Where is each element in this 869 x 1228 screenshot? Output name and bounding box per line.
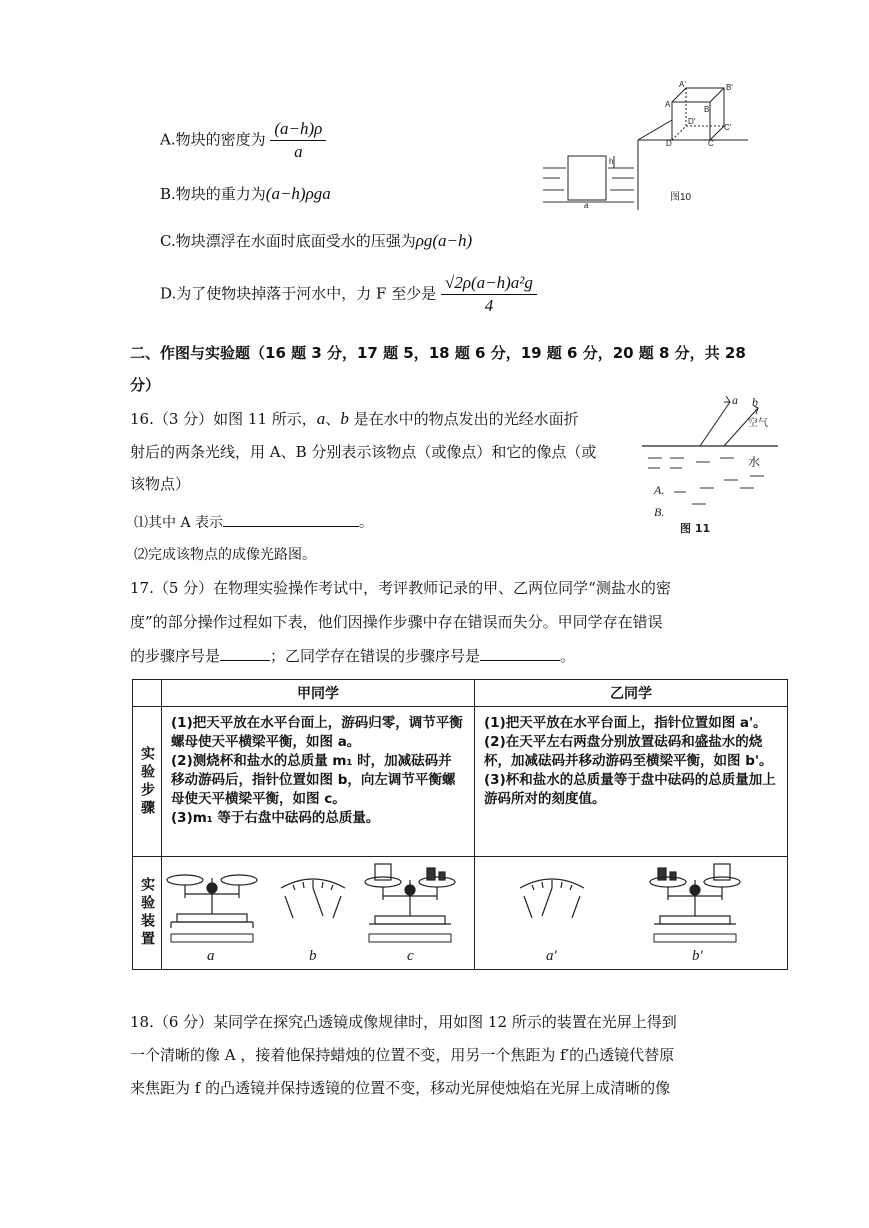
yi-apparatus-figures [476, 858, 786, 964]
label-B-prime: B' [726, 83, 733, 92]
jia-apparatus-cell [162, 857, 475, 970]
q17-line3 [130, 646, 575, 666]
option-a-text: A.物块的密度为 [160, 130, 266, 149]
q17-line3-b: ；乙同学存在错误的步骤序号是 [270, 647, 481, 665]
q17-line3-a: 的步骤序号是 [130, 647, 221, 665]
option-a [160, 118, 326, 163]
q16-ray-b: b [340, 409, 349, 428]
fig-label-a: a [207, 948, 215, 964]
label-B: B [704, 105, 710, 114]
pointer-scale-icon-b [281, 879, 345, 918]
option-c-expr: ρg(a−h) [415, 231, 473, 250]
jia-step-2: (2)测烧杯和盐水的总质量 m₁ 时，加减砝码并移动游码后，指针位置如图 b，向左调节平衡螺母使天平横梁平衡，如图 c。 [171, 753, 456, 807]
balance-icon-a [167, 875, 257, 928]
header-yi: 乙同学 [475, 680, 788, 707]
pointer-scale-icon-a-prime [520, 879, 584, 918]
q17-line1: 17.（5 分）在物理实验操作考试中，考评教师记录的甲、乙两位同学“测盐水的密 [130, 579, 671, 597]
fig11-label-a: a [732, 393, 738, 407]
figure-11 [640, 392, 780, 538]
experiment-table [132, 679, 788, 970]
jia-steps [163, 708, 473, 834]
q16-ray-a: a [316, 409, 326, 428]
ruler-a [171, 934, 253, 942]
yi-steps [476, 708, 786, 815]
q16-sub1 [134, 512, 373, 533]
fig11-label-air: 空气 [748, 418, 768, 429]
jia-step-1: (1)把天平放在水平台面上，游码归零，调节平衡螺母使天平横梁平衡，如图 a。 [171, 715, 463, 750]
yi-step-3: (3)杯和盐水的总质量等于盘中砝码的总质量加上游码所对的刻度值。 [484, 772, 776, 807]
yi-step-2: (2)在天平左右两盘分别放置砝码和盛盐水的烧杯，加减砝码并移动游码至横梁平衡，如图 b'。 [484, 734, 773, 769]
label-D-prime: D' [688, 117, 696, 126]
row-label-steps-cell [133, 707, 162, 857]
fig11-label-b: b [752, 395, 758, 409]
fraction-denominator: 4 [484, 296, 494, 315]
option-b-text: B.物块的重力为 [160, 185, 266, 203]
option-a-fraction [270, 118, 326, 163]
section-heading-line2: 分） [130, 376, 161, 394]
row-label-apparatus-cell [133, 857, 162, 970]
label-h: h [609, 157, 614, 166]
q18-line3: 来焦距为 f 的凸透镜并保持透镜的位置不变，移动光屏使烛焰在光屏上成清晰的像 [130, 1079, 671, 1097]
label-A-prime: A' [679, 80, 686, 89]
fig-label-a-prime: a' [546, 948, 557, 964]
q17-line2: 度”的部分操作过程如下表，他们因操作步骤中存在错误而失分。甲同学存在错误 [130, 613, 663, 631]
option-d [160, 272, 537, 317]
answer-blank[interactable] [223, 512, 359, 527]
label-a: a [584, 201, 589, 210]
label-D: D [666, 139, 672, 148]
floating-block [568, 156, 606, 200]
balance-icon-c [365, 864, 455, 924]
header-jia: 甲同学 [162, 680, 475, 707]
ruler-c [369, 934, 451, 942]
jia-step-3: (3)m₁ 等于右盘中砝码的总质量。 [171, 810, 380, 826]
fraction-numerator: √2ρ(a−h)a²g [441, 272, 537, 295]
q16-sub1-end: 。 [359, 515, 374, 531]
answer-blank-yi[interactable] [480, 646, 560, 661]
fig-label-b: b [309, 948, 317, 964]
fig-label-b-prime: b' [692, 948, 703, 964]
q16-line1 [130, 409, 579, 429]
figure-10-caption: 图10 [670, 192, 692, 203]
ruler-b-prime [654, 934, 736, 942]
fig-label-c: c [407, 948, 414, 964]
yi-steps-cell [475, 707, 788, 857]
q16-line2: 射后的两条光线，用 A、B 分别表示该物点（或像点）和它的像点（或 [130, 443, 597, 461]
row-label-apparatus: 实验装置 [139, 877, 155, 949]
option-b [160, 184, 331, 204]
row-label-steps: 实验步骤 [139, 745, 155, 818]
option-b-expr: (a−h)ρga [265, 184, 331, 203]
option-c-text: C.物块漂浮在水面时底面受水的压强为 [160, 232, 416, 250]
fraction-denominator: a [294, 142, 303, 161]
q16-line1-rest: 是在水中的物点发出的光经水面折 [348, 410, 579, 428]
q16-line1-text: 16.（3 分）如图 11 所示， [130, 410, 317, 428]
corner-cell [133, 680, 162, 707]
q16-sub2: ⑵完成该物点的成像光路图。 [134, 547, 316, 563]
label-C: C [708, 139, 714, 148]
q18-line1: 18.（6 分）某同学在探究凸透镜成像规律时，用如图 12 所示的装置在光屏上得到 [130, 1013, 677, 1031]
q16-sep: 、 [325, 410, 341, 428]
fig11-caption: 图 11 [680, 522, 711, 535]
option-d-fraction [441, 272, 537, 317]
balance-icon-b-prime [650, 864, 740, 924]
section-heading-line1: 二、作图与实验题（16 题 3 分，17 题 5，18 题 6 分，19 题 6 分，20 题 8 分，共 28 [130, 344, 746, 362]
jia-steps-cell [162, 707, 475, 857]
q17-line3-c: 。 [560, 647, 576, 665]
fraction-numerator: (a−h)ρ [270, 118, 326, 141]
fig11-point-B: B. [654, 505, 665, 519]
yi-apparatus-cell [475, 857, 788, 970]
figure-10 [538, 80, 748, 210]
q16-line3: 该物点） [130, 475, 191, 493]
q18-line2: 一个清晰的像 A ，接着他保持蜡烛的位置不变，用另一个焦距为 f′的凸透镜代替原 [130, 1046, 675, 1064]
yi-step-1: (1)把天平放在水平台面上，指针位置如图 a'。 [484, 715, 767, 731]
option-d-text: D.为了使物块掉落于河水中，力 F 至少是 [160, 284, 437, 303]
ray-a [700, 402, 730, 446]
label-C-prime: C' [724, 123, 732, 132]
answer-blank-jia[interactable] [220, 646, 270, 661]
jia-apparatus-figures [163, 858, 473, 964]
fig11-point-A: A. [654, 483, 665, 497]
label-A: A [665, 100, 671, 109]
option-c [160, 231, 472, 251]
q16-sub1-text: ⑴其中 A 表示 [134, 515, 224, 531]
fig11-label-water: 水 [748, 455, 761, 469]
